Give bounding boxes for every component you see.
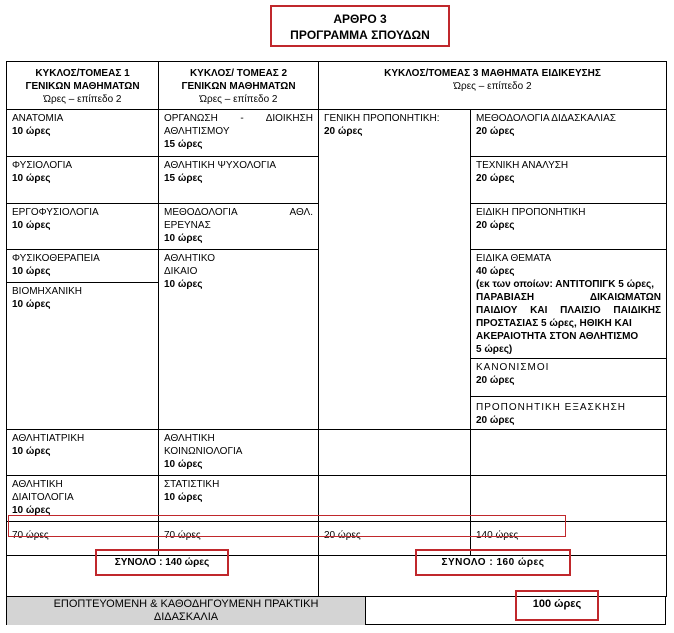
table-row — [7, 110, 667, 157]
subtotal-col3b: 140 ώρες — [471, 522, 667, 556]
course-cell: ΑΘΛΗΤΙΚΗ ΚΟΙΝΩΝΙΟΛΟΓΙΑ 10 ώρες — [159, 430, 319, 476]
course-cell: ΜΕΘΟΔΟΛΟΓΙΑ ΔΙΔΑΣΚΑΛΙΑΣ 20 ώρες — [471, 110, 667, 157]
course-cell: ΟΡΓΑΝΩΣΗ - ΔΙΟΙΚΗΣΗ ΑΘΛΗΤΙΣΜΟΥ 15 ώρες — [159, 110, 319, 157]
empty-cell — [471, 430, 667, 476]
program-title: ΠΡΟΓΡΑΜΜΑ ΣΠΟΥΔΩΝ — [290, 28, 430, 42]
subtotal-col1: 70 ώρες — [7, 522, 159, 556]
subtotal-highlight — [8, 515, 566, 537]
empty-cell — [319, 430, 471, 476]
table-row — [7, 430, 667, 476]
article-title — [270, 5, 450, 47]
course-cell: ΦΥΣΙΟΛΟΓΙΑ 10 ώρες — [7, 157, 159, 204]
header-col2: ΚΥΚΛΟΣ/ ΤΟΜΕΑΣ 2 ΓΕΝΙΚΩΝ ΜΑΘΗΜΑΤΩΝ Ώρες – επίπεδο 2 — [159, 62, 319, 110]
total-left: ΣΥΝΟΛΟ : 140 ώρες — [114, 557, 210, 568]
course-cell: ΣΤΑΤΙΣΤΙΚΗ 10 ώρες — [159, 476, 319, 522]
course-cell: ΦΥΣΙΚΟΘΕΡΑΠΕΙΑ 10 ώρες — [7, 250, 159, 283]
practice-label: ΕΠΟΠΤΕΥΟΜΕΝΗ & ΚΑΘΟΔΗΓΟΥΜΕΝΗ ΠΡΑΚΤΙΚΗ ΔΙΔΑΣΚΑΛΙΑ — [7, 597, 366, 625]
course-cell: ΑΘΛΗΤΙΑΤΡΙΚΗ 10 ώρες — [7, 430, 159, 476]
article-number: ΑΡΘΡΟ 3 — [333, 12, 387, 26]
course-cell: ΕΙΔΙΚΑ ΘΕΜΑΤΑ 40 ώρες (εκ των οποίων: ΑΝΤΙΤΟΠΙΓΚ 5 ώρες, ΠΑΡΑΒΙΑΣΗ ΔΙΚΑΙΩΜΑΤΩΝ ΠΑΙΔΙΟΥ ΚΑΙ ΠΛΑΙΣΙΟ ΠΑΙΔΙΚΗΣ ΠΡΟΣΤΑΣΙΑΣ 5 ώρες, ΗΘΙΚΗ ΚΑΙ ΑΚΕΡΑΙΟΤΗΤΑ ΣΤΟΝ ΑΘΛΗΤΙΣΜΟ 5 ώρες) — [471, 250, 667, 359]
course-cell: ΤΕΧΝΙΚΗ ΑΝΑΛΥΣΗ 20 ώρες — [471, 157, 667, 204]
course-cell: ΕΡΓΟΦΥΣΙΟΛΟΓΙΑ 10 ώρες — [7, 204, 159, 250]
header-col3: ΚΥΚΛΟΣ/ΤΟΜΕΑΣ 3 ΜΑΘΗΜΑΤΑ ΕΙΔΙΚΕΥΣΗΣ Ώρες – επίπεδο 2 — [319, 62, 667, 110]
course-cell: ΑΘΛΗΤΙΚΗ ΨΥΧΟΛΟΓΙΑ 15 ώρες — [159, 157, 319, 204]
subtotal-col3a: 20 ώρες — [319, 522, 471, 556]
header-col1: ΚΥΚΛΟΣ/ΤΟΜΕΑΣ 1 ΓΕΝΙΚΩΝ ΜΑΘΗΜΑΤΩΝ Ώρες – επίπεδο 2 — [7, 62, 159, 110]
course-cell: ΜΕΘΟΔΟΛΟΓΙΑ ΑΘΛ. ΕΡΕΥΝΑΣ 10 ώρες — [159, 204, 319, 250]
subtotal-col2: 70 ώρες — [159, 522, 319, 556]
practice-hours: 100 ώρες — [532, 598, 582, 610]
header-row — [7, 62, 667, 110]
course-cell: ΓΕΝΙΚΗ ΠΡΟΠΟΝΗΤΙΚΗ: 20 ώρες — [319, 110, 471, 430]
total-right: ΣΥΝΟΛΟ : 160 ώρες — [441, 557, 545, 568]
course-cell: ΑΘΛΗΤΙΚΗ ΔΙΑΙΤΟΛΟΓΙΑ 10 ώρες — [7, 476, 159, 522]
course-cell: ΑΘΛΗΤΙΚΟ ΔΙΚΑΙΟ 10 ώρες — [159, 250, 319, 430]
course-cell-split: ΚΑΝΟΝΙΣΜΟΙ 20 ώρες ΠΡΟΠΟΝΗΤΙΚΗ ΕΞΑΣΚΗΣΗ 20 ώρες — [471, 359, 667, 430]
course-cell: ΑΝΑΤΟΜΙΑ 10 ώρες — [7, 110, 159, 157]
course-cell: ΒΙΟΜΗΧΑΝΙΚΗ 10 ώρες — [7, 283, 159, 430]
course-cell: ΕΙΔΙΚΗ ΠΡΟΠΟΝΗΤΙΚΗ 20 ώρες — [471, 204, 667, 250]
